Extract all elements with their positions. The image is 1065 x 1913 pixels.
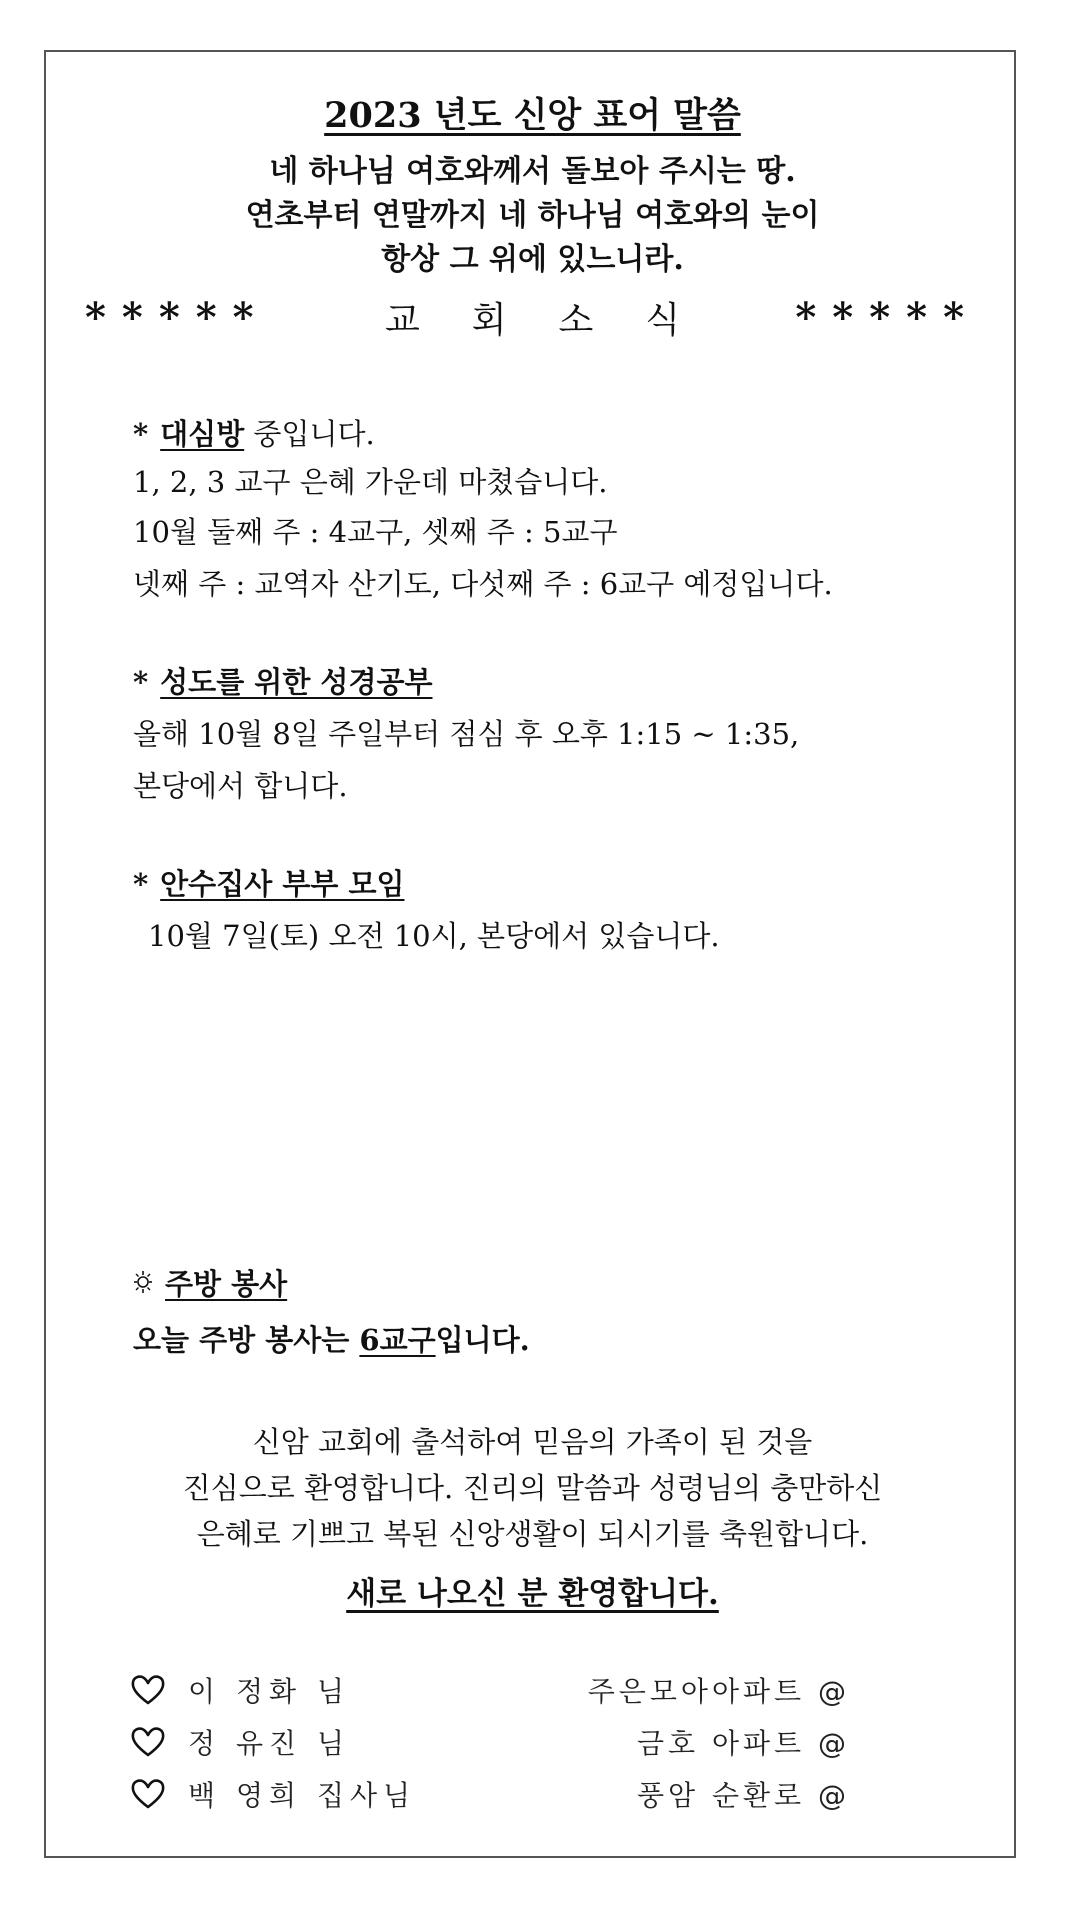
heart-icon [130, 1674, 166, 1706]
news-heading-label: 안수집사 부부 모임 [160, 867, 405, 901]
kitchen-heading [133, 1262, 287, 1303]
sun-icon [133, 1267, 153, 1301]
newcomer-name: 정 유진 님 [188, 1727, 350, 1760]
news-heading [133, 412, 375, 453]
newcomer-row [130, 1774, 850, 1814]
church-news-banner [85, 292, 980, 343]
newcomer-address: 금호 아파트 @ [636, 1727, 850, 1760]
newcomer-row [130, 1670, 850, 1710]
banner-stars-left: ***** [85, 294, 270, 341]
heart-icon [130, 1726, 166, 1758]
bullet: * [133, 665, 149, 699]
banner-title: 교회소식 [384, 300, 733, 341]
news-heading [133, 660, 433, 701]
motto-line: 연초부터 연말까지 네 하나님 여호와의 눈이 [245, 198, 820, 233]
motto-line: 네 하나님 여호와께서 돌보아 주시는 땅. [269, 154, 796, 189]
motto-title: 2023 년도 신앙 표어 말씀 [324, 95, 741, 136]
news-heading-label: 대심방 [160, 417, 245, 451]
newcomer-name: 백 영희 집사님 [188, 1779, 417, 1812]
news-line: 넷째 주 : 교역자 산기도, 다섯째 주 : 6교구 예정입니다. [133, 567, 833, 601]
heart-icon [130, 1778, 166, 1810]
news-heading-label: 성도를 위한 성경공부 [160, 665, 433, 699]
newcomer-row [130, 1722, 850, 1762]
news-line: 본당에서 합니다. [133, 769, 348, 803]
newcomer-name: 이 정화 님 [188, 1675, 350, 1708]
news-heading-suffix: 중입니다. [244, 417, 375, 451]
news-line: 10월 둘째 주 : 4교구, 셋째 주 : 5교구 [133, 515, 618, 549]
bullet: * [133, 867, 149, 901]
kitchen-text-before: 오늘 주방 봉사는 [133, 1323, 360, 1357]
welcome-line: 진심으로 환영합니다. 진리의 말씀과 성령님의 충만하신 [182, 1471, 883, 1505]
news-line: 10월 7일(토) 오전 10시, 본당에서 있습니다. [148, 919, 720, 953]
welcome-line: 은혜로 기쁘고 복된 신앙생활이 되시기를 축원합니다. [196, 1517, 869, 1551]
news-line: 1, 2, 3 교구 은혜 가운데 마쳤습니다. [133, 465, 608, 499]
bullet: * [133, 417, 149, 451]
welcome-heading: 새로 나오신 분 환영합니다. [346, 1576, 719, 1612]
news-heading [133, 862, 404, 903]
newcomer-address: 주은모아아파트 @ [587, 1675, 850, 1708]
banner-stars-right: ***** [795, 294, 980, 341]
newcomer-address: 풍암 순환로 @ [636, 1779, 850, 1812]
kitchen-heading-label: 주방 봉사 [165, 1267, 288, 1301]
kitchen-line [133, 1318, 530, 1359]
kitchen-text-after: 입니다. [435, 1323, 530, 1357]
news-line: 올해 10월 8일 주일부터 점심 후 오후 1:15 ~ 1:35, [133, 717, 800, 751]
welcome-line: 신암 교회에 출석하여 믿음의 가족이 된 것을 [252, 1425, 813, 1459]
kitchen-highlight: 6교구 [359, 1323, 436, 1357]
motto-line: 항상 그 위에 있느니라. [381, 242, 684, 277]
